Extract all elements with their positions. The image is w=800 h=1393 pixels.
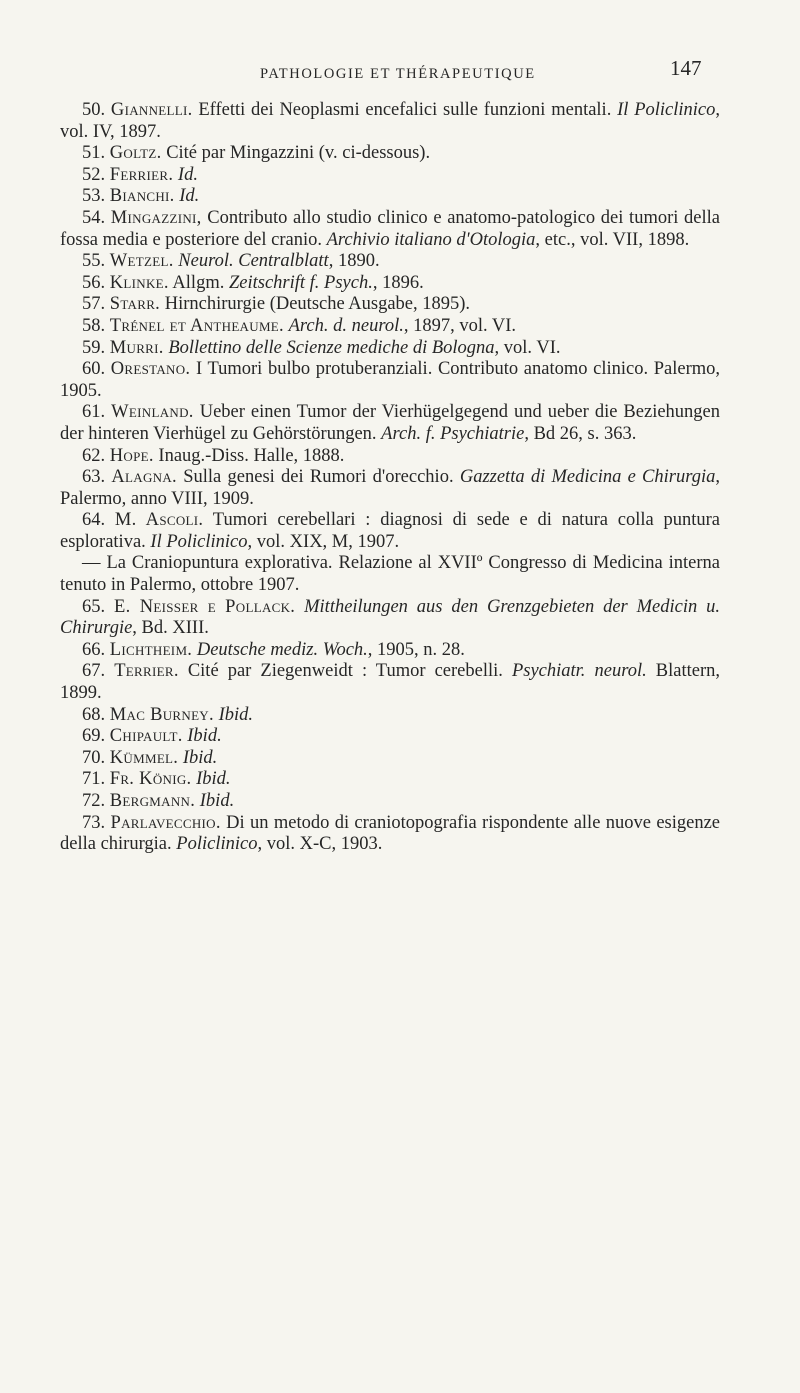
reference-number: 59. xyxy=(82,337,106,358)
reference-number: 54. xyxy=(82,207,106,228)
reference-source: Neurol. Centralblatt xyxy=(178,251,329,272)
reference-number: 70. xyxy=(82,747,106,768)
reference-number: 50. xyxy=(82,100,106,120)
reference-text: Effetti dei Neoplasmi encefalici sulle funzioni mentali. xyxy=(192,100,618,120)
reference-number: — xyxy=(82,553,101,574)
reference-author: Kümmel. xyxy=(109,747,179,768)
reference-entry xyxy=(60,597,720,640)
reference-details: , Palermo, anno VIII, 1909. xyxy=(60,467,721,509)
reference-source: Il Policlinico xyxy=(617,100,716,120)
reference-author: Giannelli. xyxy=(110,100,193,120)
reference-source: Ibid. xyxy=(218,704,253,725)
reference-details: , Bd 26, s. 363. xyxy=(524,423,637,444)
reference-details: , etc., vol. VII, 1898. xyxy=(535,229,690,250)
reference-source: Psychiatr. neurol. xyxy=(511,661,647,682)
reference-entry xyxy=(60,251,720,273)
reference-details: , vol. VI. xyxy=(494,337,561,358)
reference-source: Arch. d. neurol. xyxy=(288,315,404,336)
reference-details: , vol. IV, 1897. xyxy=(60,100,720,142)
reference-source: Deutsche mediz. Woch. xyxy=(196,639,368,660)
reference-entry xyxy=(60,705,720,727)
reference-source: Gazzetta di Medicina e Chirurgia xyxy=(459,467,716,488)
reference-source: Ibid. xyxy=(196,769,231,790)
reference-number: 61. xyxy=(82,402,106,423)
reference-entry xyxy=(60,661,720,704)
reference-entry xyxy=(60,813,720,856)
reference-author: M. Ascoli. xyxy=(114,510,204,531)
reference-text: Hirnchirurgie (Deutsche Ausgabe, 1895). xyxy=(160,294,471,315)
reference-number: 64. xyxy=(82,510,106,531)
running-title: PATHOLOGIE ET THÉRAPEUTIQUE xyxy=(260,66,536,82)
reference-entry xyxy=(60,316,720,338)
reference-entry xyxy=(60,186,720,208)
reference-author: Mingazzini, xyxy=(110,207,202,228)
reference-details: Blattern, 1899. xyxy=(60,661,720,704)
reference-number: 67. xyxy=(82,661,106,682)
reference-details: , vol. X-C, 1903. xyxy=(257,834,383,855)
reference-author: Bergmann. xyxy=(109,791,196,811)
reference-number: 69. xyxy=(82,726,106,747)
reference-number: 56. xyxy=(82,272,106,293)
reference-number: 72. xyxy=(82,791,106,811)
reference-number: 68. xyxy=(82,704,106,725)
reference-author: Terrier. xyxy=(114,661,179,682)
reference-entry xyxy=(60,165,720,187)
reference-text: Cité par Ziegenweidt : Tumor cerebelli. xyxy=(178,661,512,682)
reference-entry xyxy=(60,100,720,143)
reference-number: 51. xyxy=(82,143,106,164)
reference-text: Contributo allo studio clinico e anatomo-patologico dei tumori della fossa media e posteriore del cranio. xyxy=(60,207,720,250)
reference-author: E. Neisser e Pollack. xyxy=(114,596,296,617)
reference-details: , 1897, vol. VI. xyxy=(403,315,517,336)
reference-author: Weinland. xyxy=(111,402,194,423)
reference-entry xyxy=(60,748,720,770)
reference-author: Trénel et Antheaume. xyxy=(109,315,284,336)
reference-author: Lichtheim. xyxy=(109,639,193,660)
reference-number: 63. xyxy=(82,467,106,488)
reference-text: Inaug.-Diss. Halle, 1888. xyxy=(153,445,345,466)
reference-number: 58. xyxy=(82,315,106,336)
reference-text: I Tumori bulbo protuberanziali. Contributo anatomo clinico. Palermo, 1905. xyxy=(60,359,720,401)
reference-source: Ibid. xyxy=(199,791,235,811)
reference-text: Tumori cerebellari : diagnosi di sede e di natura colla puntura esplorativa. xyxy=(60,510,721,552)
reference-number: 66. xyxy=(82,639,106,660)
reference-source: Arch. f. Psychiatrie xyxy=(381,423,525,444)
reference-entry xyxy=(60,769,720,791)
reference-entry xyxy=(60,467,720,510)
reference-entry xyxy=(60,510,720,553)
reference-entry xyxy=(60,726,720,748)
reference-source: Archivio italiano d'Otologia xyxy=(326,229,536,250)
reference-author: Alagna. xyxy=(111,467,177,488)
reference-author: Parlavecchio. xyxy=(110,812,221,833)
reference-text: Sulla genesi dei Rumori d'orecchio. xyxy=(176,467,460,488)
reference-source: Ibid. xyxy=(182,747,218,768)
reference-text xyxy=(295,597,304,617)
reference-source: Policlinico xyxy=(176,834,258,855)
reference-entry xyxy=(60,294,720,316)
reference-number: 55. xyxy=(82,251,106,272)
running-head xyxy=(0,56,800,86)
reference-text: Di un metodo di craniotopografia rispondente alle nuove esigenze della chirurgia. xyxy=(60,812,720,855)
reference-text: Allgm. xyxy=(168,272,229,293)
reference-author: Mac Burney. xyxy=(109,704,214,725)
reference-number: 65. xyxy=(82,596,106,617)
reference-entry xyxy=(60,791,720,813)
reference-source: Il Policlinico xyxy=(150,531,248,552)
reference-author: Goltz. xyxy=(109,143,162,164)
reference-source: Zeitschrift f. Psych. xyxy=(228,272,373,293)
reference-author: Bianchi. xyxy=(109,186,175,207)
reference-author: Wetzel. xyxy=(109,251,174,272)
page-number: 147 xyxy=(670,56,702,80)
reference-author: Orestano. xyxy=(110,359,191,380)
reference-entry xyxy=(60,402,720,445)
reference-number: 57. xyxy=(82,294,106,315)
reference-entry xyxy=(60,553,720,596)
reference-details: , Bd. XIII. xyxy=(132,618,209,639)
reference-author: Hope. xyxy=(109,445,154,466)
reference-details: , 1896. xyxy=(372,272,424,293)
reference-list xyxy=(60,100,720,856)
reference-text: La Craniopuntura explorativa. Relazione al XVIIº Congresso di Medicina interna tenuto in Palermo, ottobre 1907. xyxy=(60,553,720,596)
reference-source: Mittheilungen aus den Grenzgebieten der Medicin u. Chirurgie xyxy=(60,596,721,639)
reference-number: 60. xyxy=(82,359,106,380)
reference-source: Bollettino delle Scienze mediche di Bologna xyxy=(168,337,495,358)
reference-number: 71. xyxy=(82,769,106,790)
reference-number: 73. xyxy=(82,812,106,833)
reference-entry xyxy=(60,338,720,360)
reference-author: Murri. xyxy=(109,337,164,358)
reference-entry xyxy=(60,143,720,165)
reference-details: , 1905, n. 28. xyxy=(367,639,465,660)
reference-number: 53. xyxy=(82,186,106,207)
reference-number: 62. xyxy=(82,445,106,466)
reference-author: Fr. König. xyxy=(109,769,192,790)
reference-author: Klinke. xyxy=(109,272,169,293)
reference-text: Cité par Mingazzini (v. ci-dessous). xyxy=(161,143,431,164)
reference-author: Starr. xyxy=(109,294,161,315)
reference-author: Ferrier. xyxy=(109,164,174,185)
reference-source: Id. xyxy=(177,164,198,185)
reference-text: Ueber einen Tumor der Vierhügelgegend und ueber die Beziehungen der hinteren Vierhügel zu Gehörstörungen. xyxy=(60,402,721,444)
reference-entry xyxy=(60,359,720,402)
reference-entry xyxy=(60,208,720,251)
reference-details: , 1890. xyxy=(328,251,380,272)
reference-entry xyxy=(60,640,720,662)
reference-details: , vol. XIX, M, 1907. xyxy=(247,531,400,552)
reference-source: Ibid. xyxy=(187,726,222,747)
reference-author: Chipault. xyxy=(109,726,183,747)
reference-number: 52. xyxy=(82,164,106,185)
reference-source: Id. xyxy=(179,186,200,207)
reference-entry xyxy=(60,273,720,295)
reference-entry xyxy=(60,446,720,468)
